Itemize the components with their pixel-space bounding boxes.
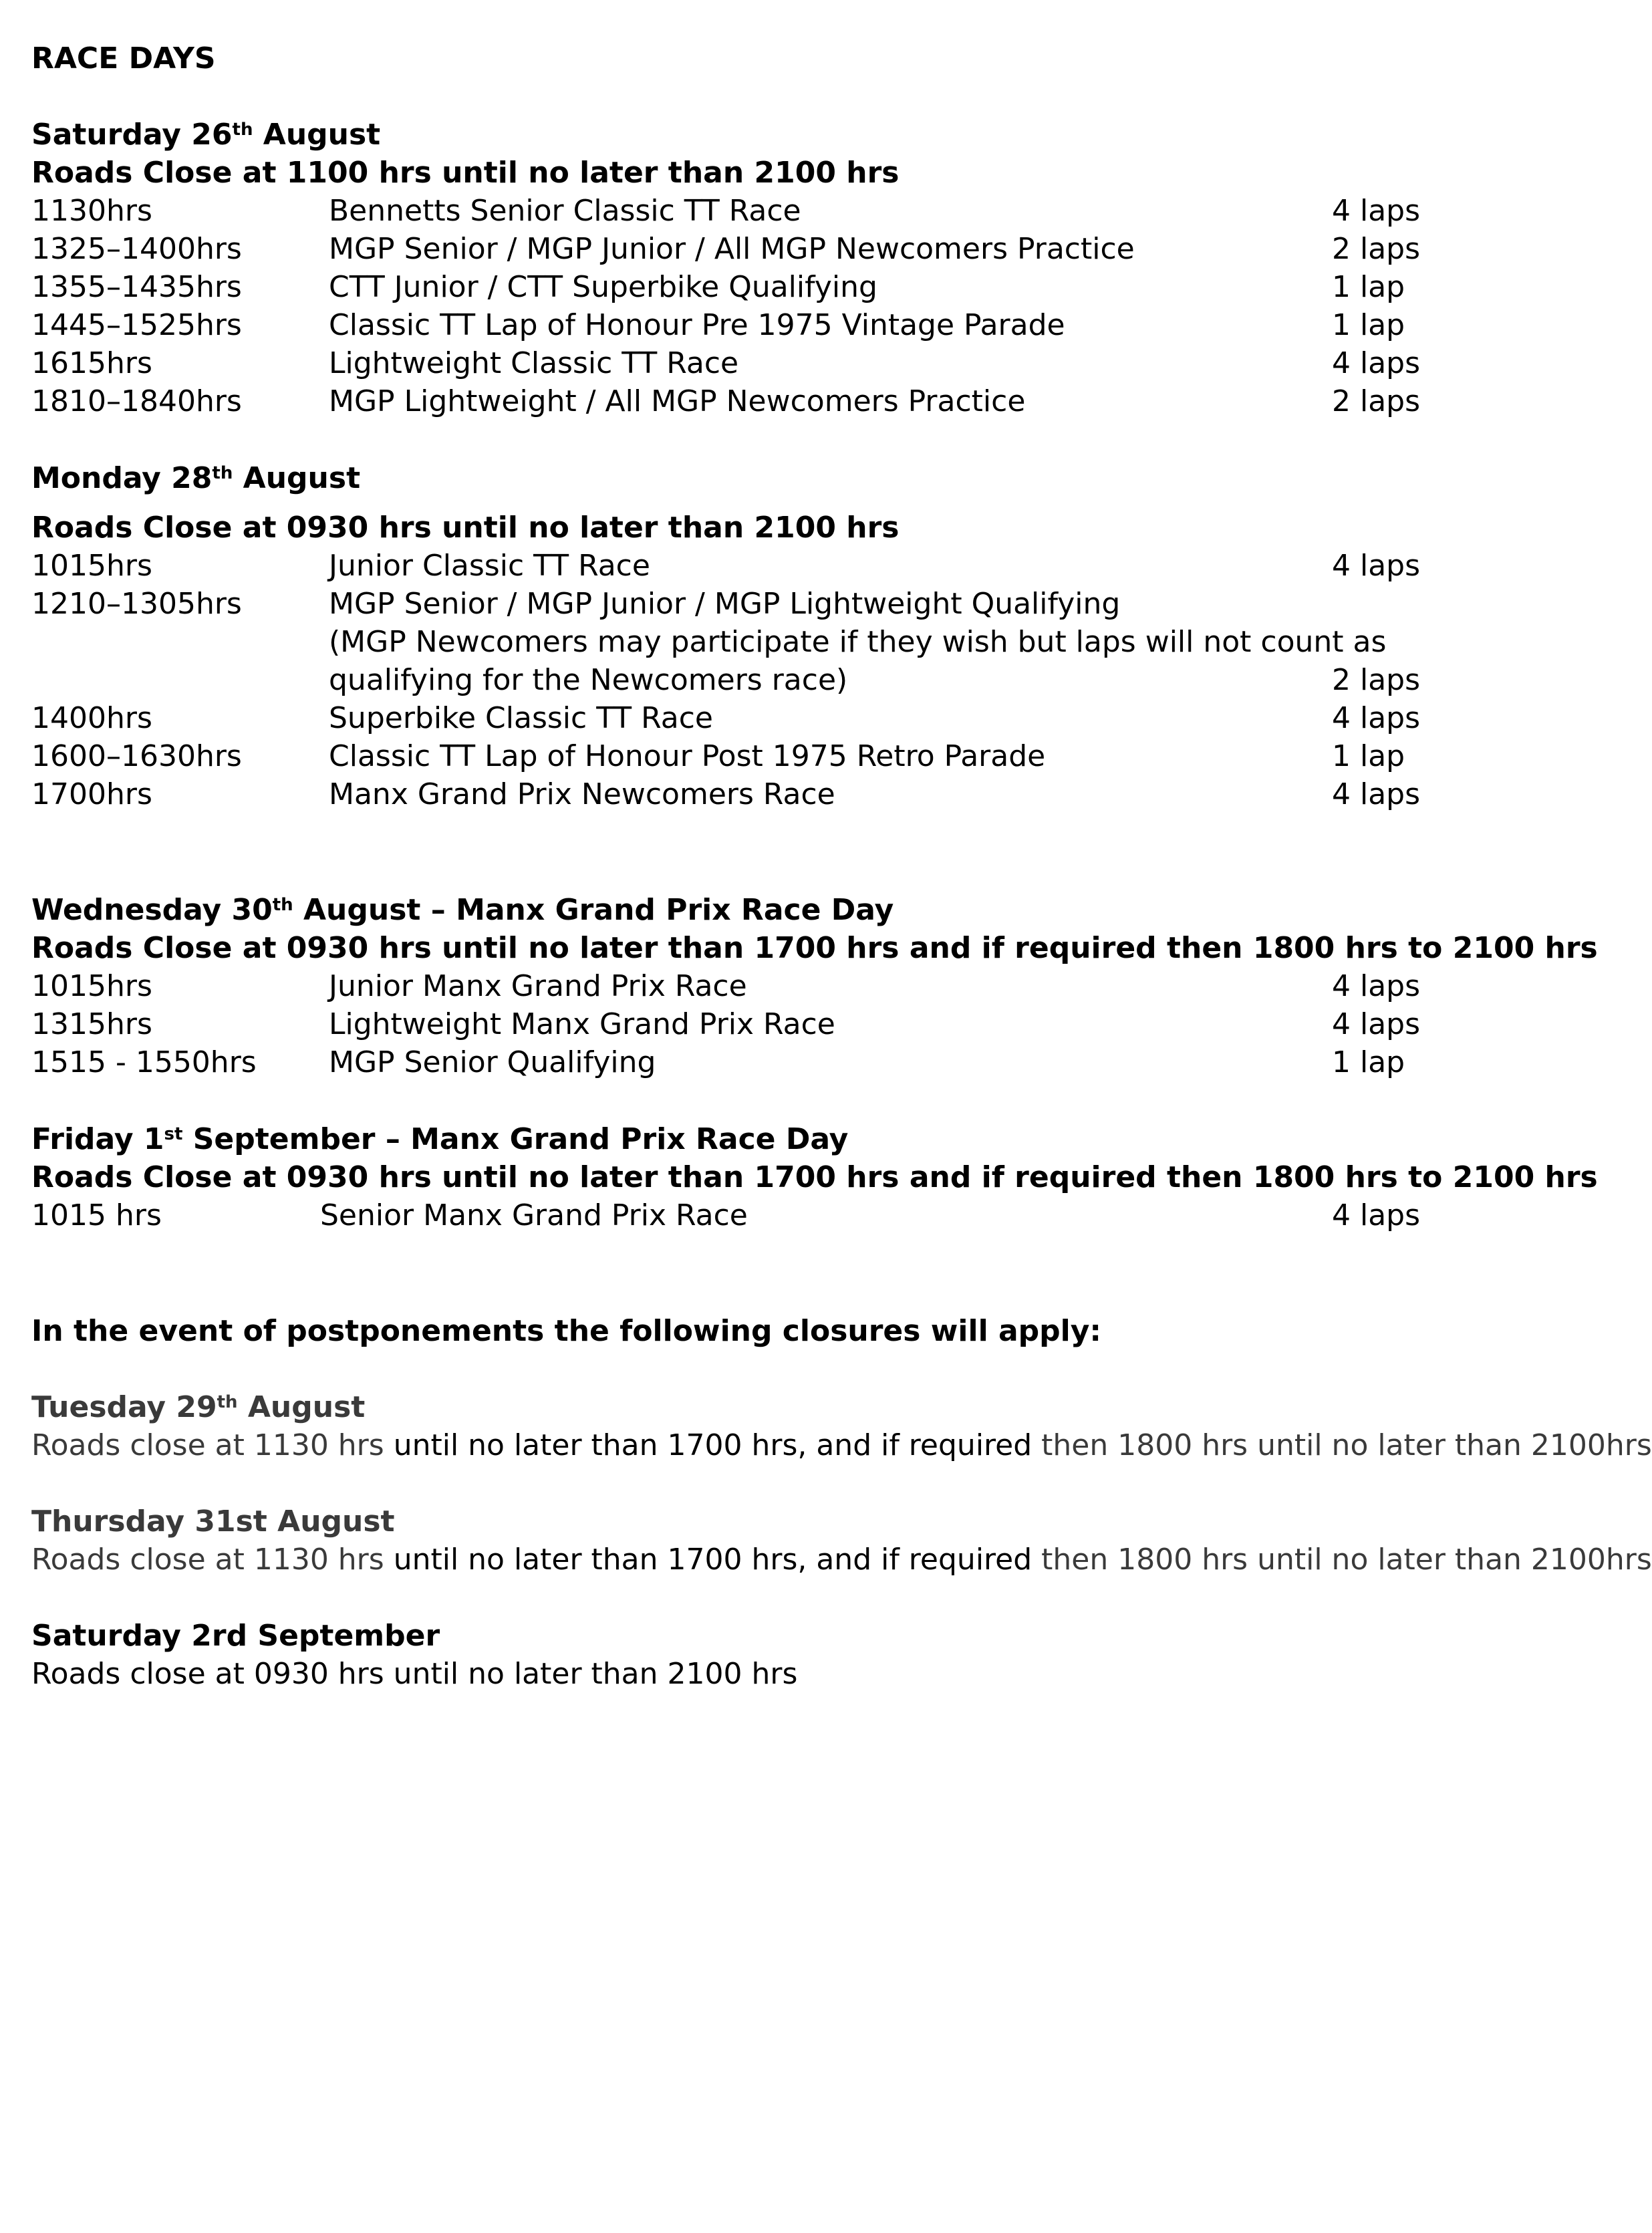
- table-row: 1400hrs Superbike Classic TT Race 4 laps: [31, 701, 1421, 735]
- roads-close-wednesday: Roads Close at 0930 hrs until no later than 1700 hrs and if required then 1800 hrs to 2100 hrs: [31, 931, 1598, 965]
- table-row: 1210–1305hrs MGP Senior / MGP Junior / MGP Lightweight Qualifying: [31, 587, 1121, 621]
- postponement-saturday-text: Roads close at 0930 hrs until no later than 2100 hrs: [31, 1657, 798, 1691]
- postponement-tuesday-text: Roads close at 1130 hrs until no later than 1700 hrs, and if required then 1800 hrs until no later than 2100hrs: [31, 1428, 1652, 1462]
- table-row: 1130hrs Bennetts Senior Classic TT Race 4 laps: [31, 194, 1421, 228]
- postponement-heading: In the event of postponements the following closures will apply:: [31, 1314, 1102, 1348]
- table-row: 1015 hrs Senior Manx Grand Prix Race 4 laps: [31, 1198, 1421, 1232]
- roads-close-friday: Roads Close at 0930 hrs until no later than 1700 hrs and if required then 1800 hrs to 2100 hrs: [31, 1160, 1598, 1194]
- table-row: 1355–1435hrs CTT Junior / CTT Superbike Qualifying 1 lap: [31, 270, 1405, 304]
- roads-close-saturday: Roads Close at 1100 hrs until no later than 2100 hrs: [31, 156, 900, 190]
- table-row: 1015hrs Junior Classic TT Race 4 laps: [31, 549, 1421, 583]
- table-row: 1315hrs Lightweight Manx Grand Prix Race 4 laps: [31, 1007, 1421, 1041]
- table-row: 1325–1400hrs MGP Senior / MGP Junior / All MGP Newcomers Practice 2 laps: [31, 232, 1421, 266]
- table-row: 1015hrs Junior Manx Grand Prix Race 4 laps: [31, 969, 1421, 1003]
- page-title: RACE DAYS: [31, 41, 216, 76]
- table-row: (MGP Newcomers may participate if they wish but laps will not count as: [329, 625, 1387, 659]
- table-row: 1600–1630hrs Classic TT Lap of Honour Post 1975 Retro Parade 1 lap: [31, 739, 1405, 773]
- table-row: 1615hrs Lightweight Classic TT Race 4 laps: [31, 346, 1421, 380]
- postponement-thursday-text: Roads close at 1130 hrs until no later than 1700 hrs, and if required then 1800 hrs until no later than 2100hrs: [31, 1543, 1652, 1577]
- day-heading-saturday: Saturday 26th August: [31, 118, 381, 152]
- table-row: 1700hrs Manx Grand Prix Newcomers Race 4 laps: [31, 777, 1421, 811]
- postponement-thursday-heading: Thursday 31st August: [31, 1504, 395, 1539]
- day-heading-wednesday: Wednesday 30th August – Manx Grand Prix Race Day: [31, 893, 894, 927]
- table-row: qualifying for the Newcomers race) 2 laps: [329, 663, 1421, 697]
- table-row: 1445–1525hrs Classic TT Lap of Honour Pre 1975 Vintage Parade 1 lap: [31, 308, 1405, 342]
- table-row: 1515 - 1550hrs MGP Senior Qualifying 1 lap: [31, 1045, 1405, 1079]
- day-heading-friday: Friday 1st September – Manx Grand Prix Race Day: [31, 1122, 849, 1156]
- table-row: 1810–1840hrs MGP Lightweight / All MGP Newcomers Practice 2 laps: [31, 384, 1421, 418]
- postponement-tuesday-heading: Tuesday 29th August: [31, 1390, 366, 1424]
- day-heading-monday: Monday 28th August: [31, 461, 361, 495]
- roads-close-monday: Roads Close at 0930 hrs until no later than 2100 hrs: [31, 511, 900, 545]
- postponement-saturday-heading: Saturday 2rd September: [31, 1619, 440, 1653]
